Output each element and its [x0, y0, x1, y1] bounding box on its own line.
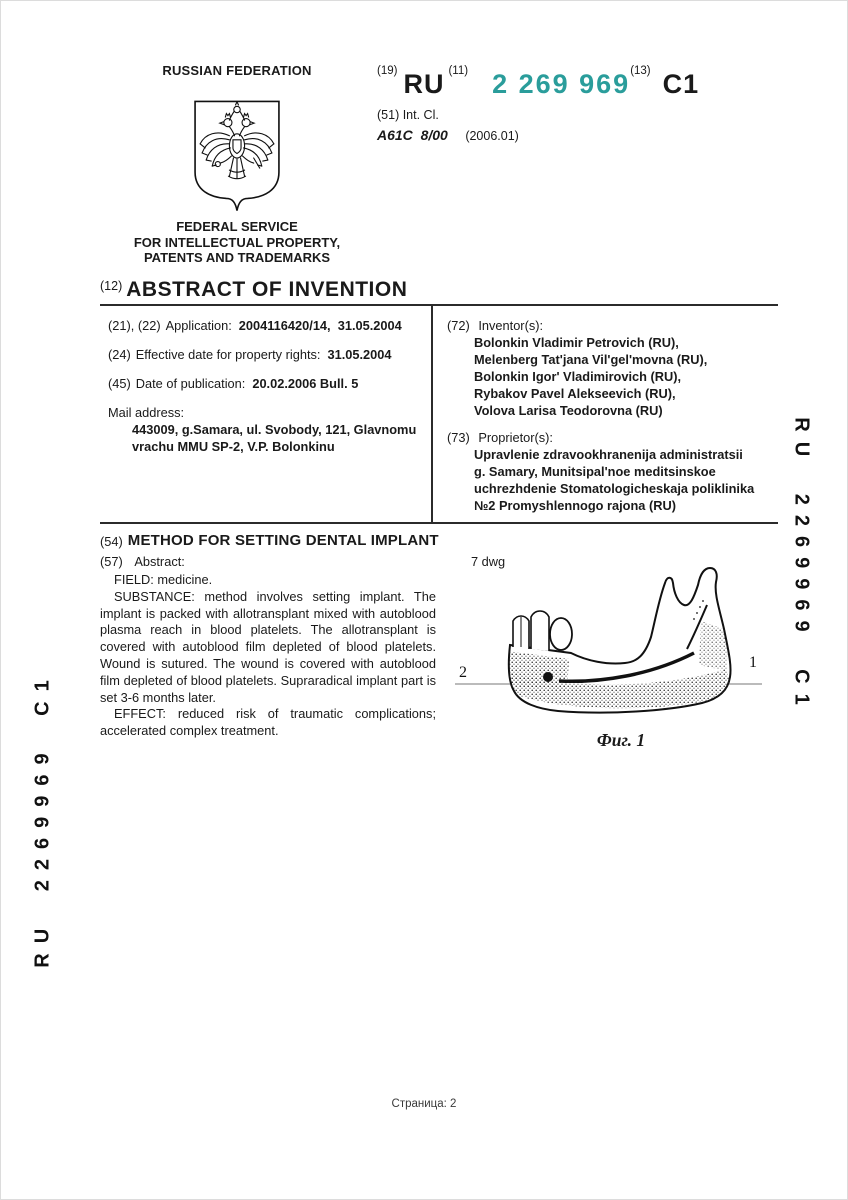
biblio-left-column: [100, 306, 433, 522]
publication-number: 2 269 969: [492, 69, 631, 99]
publication-date-row: [108, 375, 421, 392]
authority-name: [109, 219, 365, 266]
inventors-header: [447, 317, 774, 334]
kind-code: C1: [662, 69, 700, 99]
vertical-patent-id-right: RU 2269969 C1: [790, 417, 813, 715]
int-cl-version: (2006.01): [465, 129, 519, 143]
authority-line: PATENTS AND TRADEMARKS: [143, 250, 331, 265]
mail-address-label: Mail address:: [108, 405, 185, 420]
figure-mandible-drawing: [451, 561, 766, 741]
inid-code-19: (19): [377, 65, 398, 77]
abstract-label: Abstract:: [134, 554, 185, 569]
figure-label-left: 2: [459, 664, 467, 681]
coat-of-arms-russia-icon: [189, 97, 285, 222]
mail-address-line: 443009, g.Samara, ul. Svobody, 121, Glavnomu: [132, 422, 417, 437]
effective-date-row: [108, 346, 421, 363]
inid-code-72: (72): [447, 318, 470, 333]
country-code: RU: [403, 69, 445, 99]
drawings-count-note: 7 dwg: [471, 554, 506, 569]
invention-title-row: [100, 532, 439, 549]
effective-date-label: Effective date for property rights:: [135, 347, 321, 362]
mail-address-line: vrachu MMU SP-2, V.P. Bolonkinu: [132, 439, 335, 454]
inid-code-21-22: (21), (22): [108, 318, 161, 333]
document-type-title: [100, 278, 407, 302]
abstract-effect-paragraph: EFFECT: reduced risk of traumatic complications; accelerated complex treatment.: [100, 706, 436, 739]
inid-code-73: (73): [447, 430, 470, 445]
int-cl-label: (51) Int. Cl.: [377, 108, 439, 122]
proprietor-line: g. Samary, Munitsipal'noe meditsinskoe: [474, 464, 716, 479]
int-classification-block: [377, 107, 519, 145]
proprietor-line: Upravlenie zdravookhranenija administratsii: [474, 447, 743, 462]
inventor-name: Bolonkin Igor' Vladimirovich (RU),: [474, 369, 682, 384]
publication-date-value: 20.02.2006 Bull. 5: [252, 376, 359, 391]
figure-caption: Фиг. 1: [596, 730, 646, 750]
inventor-name: Volova Larisa Teodorovna (RU): [474, 403, 663, 418]
inid-code-11: (11): [448, 65, 469, 77]
publication-number-line: [377, 63, 699, 99]
page-number-label: Страница: 2: [391, 1098, 457, 1110]
proprietors-label: Proprietor(s):: [478, 430, 553, 445]
abstract-substance-paragraph: SUBSTANCE: method involves setting implant. The implant is packed with allotransplant mixed with autoblood plasma reach in blood platelets. The allotransplant is covered with autoblood film depleted of blood platelets. Wound is sutured. The wound is covered with autoblood film depleted of blood platelets. Supraradical implant part is set 3-6 months later.: [100, 588, 436, 705]
publication-date-label: Date of publication:: [135, 376, 246, 391]
inid-code-24: (24): [108, 347, 131, 362]
bibliographic-table: [100, 304, 778, 524]
figure-label-right: 1: [749, 654, 757, 671]
inventor-name: Bolonkin Vladimir Petrovich (RU),: [474, 335, 679, 350]
mail-address-row: [108, 404, 421, 455]
vertical-patent-id-left: RU 2269969 C1: [31, 670, 54, 968]
inventors-label: Inventor(s):: [478, 318, 544, 333]
abstract-header-row: [100, 554, 185, 569]
biblio-right-column: [433, 306, 778, 522]
authority-line: FOR INTELLECTUAL PROPERTY,: [133, 234, 341, 250]
invention-title: METHOD FOR SETTING DENTAL IMPLANT: [127, 532, 439, 549]
inid-code-57: (57): [100, 554, 123, 569]
country-name: RUSSIAN FEDERATION: [162, 63, 312, 78]
proprietor-line: uchrezhdenie Stomatologicheskaja poliklinika: [474, 481, 755, 496]
proprietors-header: [447, 429, 774, 446]
effective-date-value: 31.05.2004: [327, 347, 392, 362]
inid-code-45: (45): [108, 376, 131, 391]
application-value: 2004116420/14, 31.05.2004: [238, 318, 402, 333]
authority-line: FEDERAL SERVICE: [176, 219, 298, 234]
inid-code-54: (54): [100, 534, 123, 549]
abstract-text: [100, 572, 436, 740]
inid-code-12: (12): [100, 279, 123, 293]
proprietor-line: №2 Promyshlennogo rajona (RU): [474, 498, 676, 513]
int-cl-class: A61C 8/00: [377, 127, 448, 143]
application-row: [108, 317, 421, 334]
inventor-name: Melenberg Tat'jana Vil'gel'movna (RU),: [474, 352, 708, 367]
abstract-field-paragraph: FIELD: medicine.: [114, 572, 213, 587]
doc-type-text: ABSTRACT OF INVENTION: [126, 278, 408, 301]
application-label: Application:: [165, 318, 232, 333]
inid-code-13: (13): [630, 65, 651, 77]
inventor-name: Rybakov Pavel Alekseevich (RU),: [474, 386, 676, 401]
